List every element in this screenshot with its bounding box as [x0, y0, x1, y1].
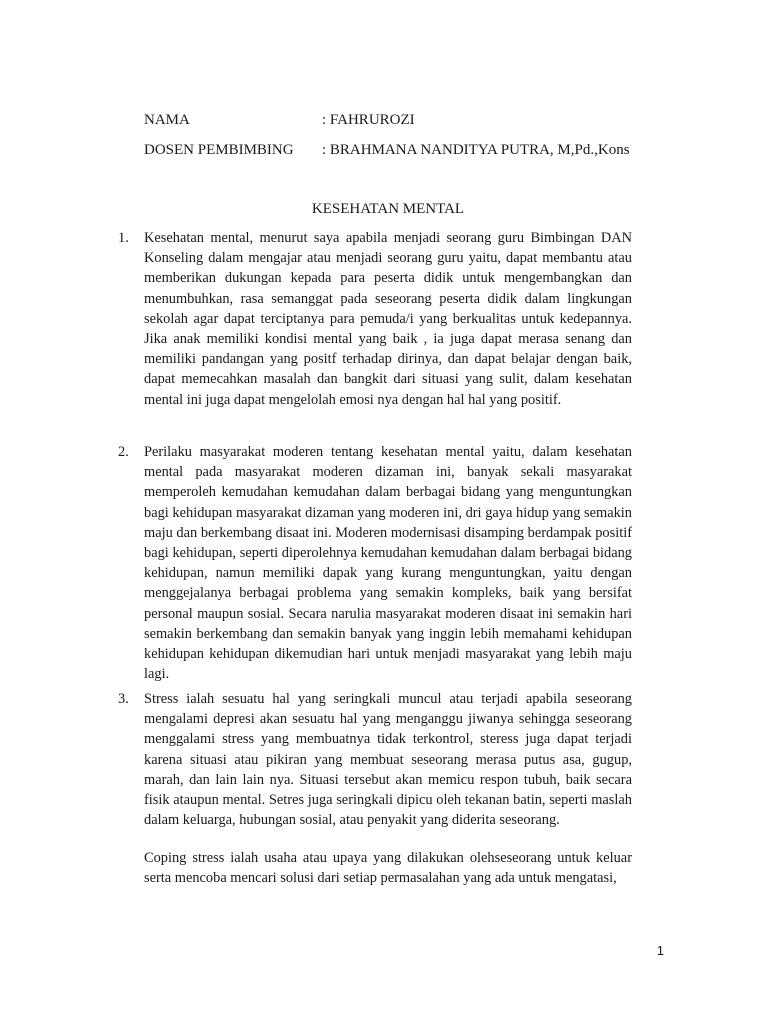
page-number: 1 — [656, 943, 664, 958]
advisor-row — [144, 140, 630, 160]
list-item-number: 1. — [118, 230, 129, 246]
list-item-1 — [118, 228, 632, 410]
list-item-text: Kesehatan mental, menurut saya apabila menjadi seorang guru Bimbingan DAN Konseling dalam mengajar atau menjadi seorang guru yaitu, dapat membantu atau memberikan dukungan kepada para peserta didik untuk mengembangkan dan menumbuhkan, rasa semanggat pada seseorang peserta didik dalam lingkungan sekolah agar dapat terciptanya para pemuda/i yang berkualitas untuk kedepannya. Jika anak memiliki kondisi mental yang baik , ia juga dapat merasa senang dan memiliki pandangan yang positf terhadap dirinya, dan dapat belajar dengan baik, dapat memecahkan masalah dan bangkit dari situasi yang sulit, dalam kesehatan mental ini juga dapat mengelolah emosi nya dengan hal hal yang positif. — [144, 230, 632, 408]
name-value: : FAHRUROZI — [322, 112, 415, 128]
list-item-3 — [118, 689, 632, 830]
list-item-number: 3. — [118, 691, 129, 707]
closing-paragraph: Coping stress ialah usaha atau upaya yang dilakukan olehseseorang untuk keluar serta mencoba mencari solusi dari setiap permasalahan yang ada untuk mengatasi, — [144, 850, 632, 887]
name-label: NAMA — [144, 112, 190, 128]
advisor-value: : BRAHMANA NANDITYA PUTRA, M,Pd.,Kons — [322, 142, 630, 158]
list-item-text: Stress ialah sesuatu hal yang seringkali muncul atau terjadi apabila seseorang mengalami depresi akan sesuatu hal yang menganggu jiwanya sehingga seseorang menggalami stress yang membuatnya tidak terkontrol, steress juga dapat terjadi karena situasi atau pikiran yang membuat seseorang merasa putus asa, gugup, marah, dan lain lain nya. Situasi tersebut akan memicu respon tubuh, baik secara fisik ataupun mental. Setres juga seringkali dipicu oleh tekanan batin, seperti maslah dalam keluarga, hubungan sosial, atau penyakit yang diderita seseorang. — [144, 691, 632, 829]
list-item-number: 2. — [118, 444, 129, 460]
name-row — [144, 110, 415, 130]
document-title: KESEHATAN MENTAL — [311, 201, 465, 217]
advisor-label: DOSEN PEMBIMBING — [144, 142, 294, 158]
list-item-2 — [118, 442, 632, 684]
list-item-text: Perilaku masyarakat moderen tentang kesehatan mental yaitu, dalam kesehatan mental pada masyarakat moderen dizaman ini, banyak sekali masyarakat memperoleh kemudahan kemudahan dalam berbagai bidang yang menguntungkan bagi kehidupan masyarakat dizaman yang moderen ini, dri gaya hidup yang semakin maju dan berkembang disaat ini. Moderen modernisasi disamping berdampak positif bagi kehidupan, seperti diperolehnya kemudahan kemudahan dalam berbagai bidang kehidupan, namun memiliki dapak yang kurang menguntungkan, yaitu dengan menggejalanya berbagai problema yang semakin kompleks, baik yang bersifat personal maupun sosial. Secara narulia masyarakat moderen disaat ini semakin hari semakin berkembang dan semakin banyak yang inggin lebih memahami kehidupan kehidupan kehidupan dikemudian hari untuk menjadi masyarakat yang lebih maju lagi. — [144, 444, 632, 683]
